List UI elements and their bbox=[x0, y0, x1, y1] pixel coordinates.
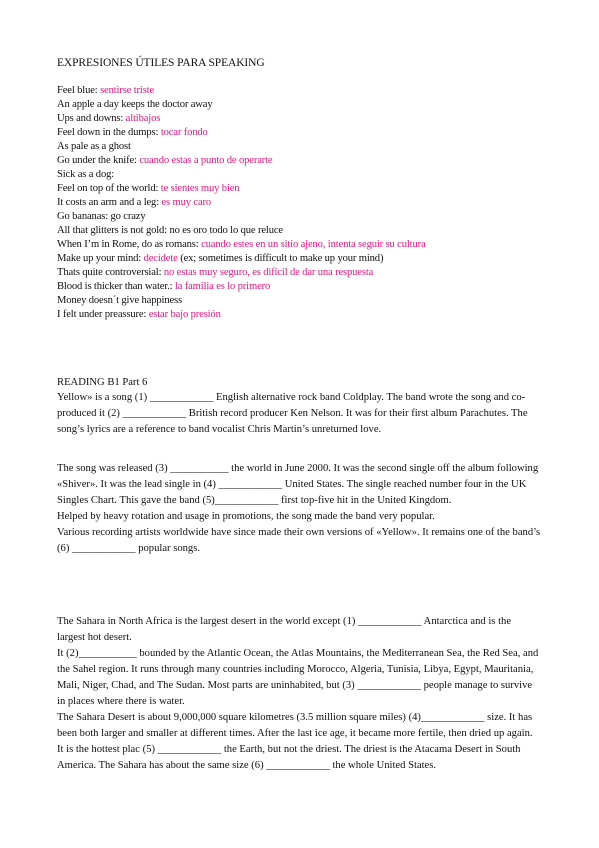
expression-english: As pale as a ghost bbox=[57, 141, 131, 152]
expression-spanish: estar bajo presión bbox=[148, 309, 221, 320]
expression-line bbox=[57, 154, 587, 168]
expression-english: When I’m in Rome, do as romans: bbox=[57, 239, 202, 250]
expression-line bbox=[57, 98, 587, 112]
expression-english: I felt under preassure: bbox=[57, 309, 149, 320]
expression-line bbox=[57, 84, 587, 98]
expression-spanish: es muy caro bbox=[161, 197, 212, 208]
reading1-paragraph-2 bbox=[57, 461, 541, 557]
page-title: EXPRESIONES ÚTILES PARA SPEAKING bbox=[57, 57, 265, 69]
reading1-text: The song was released (3) ___________ the world in June 2000. It was the second single off the album following «Shiver». It was the lead single in (4) ____________ United States. The single reached number four in the UK Singles Chart. This gave the band (5)____________ first top-five hit in the United Kingdom. bbox=[57, 463, 539, 506]
expression-list bbox=[57, 84, 587, 322]
reading1-text: Various recording artists worldwide have since made their own versions of «Yellow». It remains one of the band’s (6) ____________ popular songs. bbox=[57, 527, 541, 554]
expression-spanish: decídete bbox=[143, 253, 178, 264]
expression-english: Sick as a dog: bbox=[57, 169, 115, 180]
expression-english: Thats quite controversial: bbox=[57, 267, 164, 278]
expression-spanish: te sientes muy bien bbox=[160, 183, 240, 194]
expression-english: All that glitters is not gold: no es oro todo lo que reluce bbox=[57, 225, 283, 236]
reading1-text: Yellow» is a song (1) ____________ English alternative rock band Coldplay. The band wrote the song and co-produced it (2) ____________ British record producer Ken Nelson. It was for their first album Parachutes. The song’s lyrics are a reference to band vocalist Chris Martin’s unreturned love. bbox=[57, 392, 528, 435]
expression-line bbox=[57, 182, 587, 196]
reading-title: READING B1 Part 6 bbox=[57, 377, 148, 388]
expression-line bbox=[57, 252, 587, 266]
expression-line bbox=[57, 126, 587, 140]
expression-line bbox=[57, 196, 587, 210]
expression-english: It costs an arm and a leg: bbox=[57, 197, 162, 208]
expression-spanish: no estas muy seguro, es difícil de dar una respuesta bbox=[163, 267, 374, 278]
expression-line bbox=[57, 168, 587, 182]
expression-line bbox=[57, 112, 587, 126]
expression-english: An apple a day keeps the doctor away bbox=[57, 99, 213, 110]
expression-english: Go bananas: go crazy bbox=[57, 211, 146, 222]
expression-line bbox=[57, 238, 587, 252]
expression-spanish: cuando estas a punto de operarte bbox=[139, 155, 273, 166]
expression-english: Feel blue: bbox=[57, 85, 101, 96]
reading2-text: The Sahara in North Africa is the largest desert in the world except (1) ____________ Antarctica and is the largest hot desert. bbox=[57, 616, 512, 643]
expression-spanish: sentirse triste bbox=[100, 85, 155, 96]
reading2-text: It (2)___________ bounded by the Atlantic Ocean, the Atlas Mountains, the Mediterranean Sea, the Red Sea, and the Sahel region. It runs through many countries including Morocco, Algeria, Tunisia, Libya, Egypt, Mauritania, Mali, Niger, Chad, and The Sudan. Most parts are uninhabited, but (3) ____________ people manage to survive in places where there is water. bbox=[57, 648, 539, 707]
expression-english: Feel on top of the world: bbox=[57, 183, 161, 194]
reading2-paragraph bbox=[57, 614, 541, 774]
expression-line bbox=[57, 266, 587, 280]
expression-note: (ex; sometimes is difficult to make up your mind) bbox=[177, 253, 384, 264]
expression-english: Go under the knife: bbox=[57, 155, 140, 166]
expression-english: Feel down in the dumps: bbox=[57, 127, 161, 138]
expression-line bbox=[57, 308, 587, 322]
expression-english: Money doesn´t give happiness bbox=[57, 295, 182, 306]
expression-english: Make up your mind: bbox=[57, 253, 144, 264]
expression-line bbox=[57, 140, 587, 154]
expression-english: Blood is thicker than water.: bbox=[57, 281, 175, 292]
expression-spanish: cuando estes en un sitio ajeno, intenta seguir su cultura bbox=[201, 239, 426, 250]
expression-spanish: tocar fondo bbox=[160, 127, 208, 138]
reading2-text: The Sahara Desert is about 9,000,000 square kilometres (3.5 million square miles) (4)____________ size. It has been both larger and smaller at different times. After the last ice age, it became more fertile, then dried up again. It is the hottest plac (5) ____________ the Earth, but not the driest. The driest is the Atacama Desert in South America. The Sahara has about the same size (6) ____________ the whole United States. bbox=[57, 712, 533, 771]
expression-line bbox=[57, 294, 587, 308]
reading1-paragraph-1 bbox=[57, 390, 541, 438]
expression-line bbox=[57, 280, 587, 294]
expression-spanish: altibajos bbox=[125, 113, 161, 124]
expression-line bbox=[57, 210, 587, 224]
reading1-text: Helped by heavy rotation and usage in promotions, the song made the band very popular. bbox=[57, 511, 435, 522]
expression-english: Ups and downs: bbox=[57, 113, 126, 124]
expression-line bbox=[57, 224, 587, 238]
expression-spanish: la familia es lo primero bbox=[174, 281, 271, 292]
